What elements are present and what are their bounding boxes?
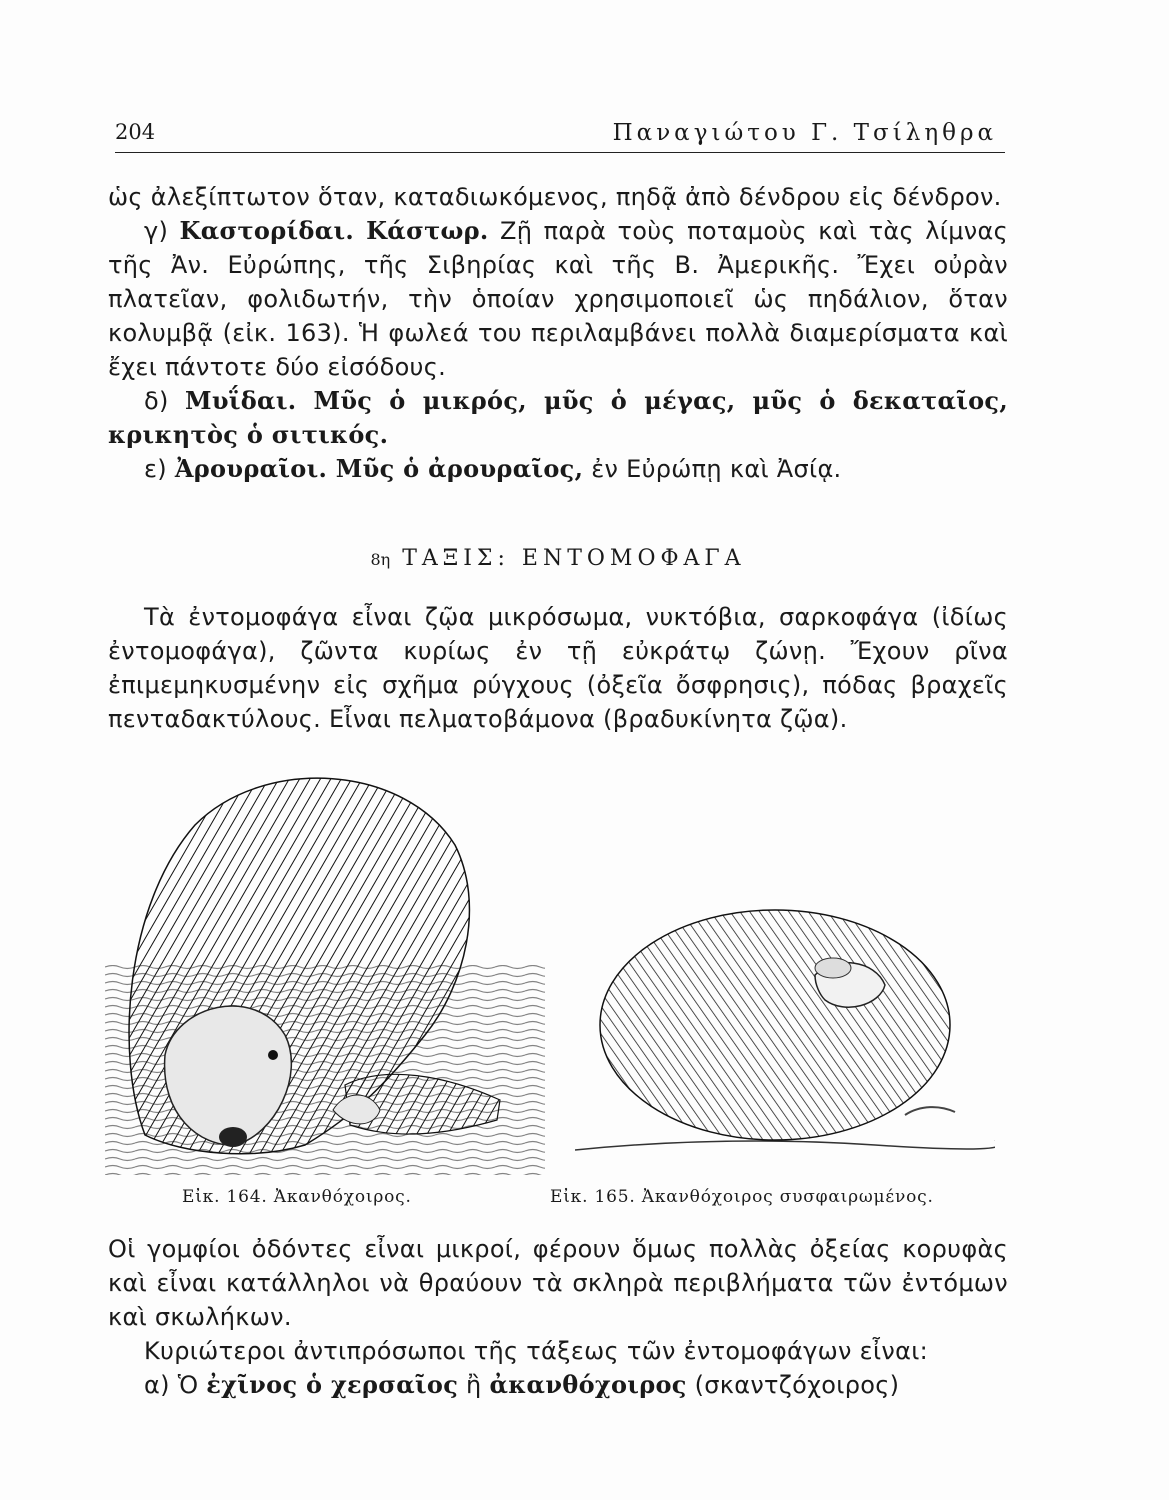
paragraph-muridae [108,384,1008,452]
list-marker: δ) [144,387,186,415]
paragraph-insectivores-intro: Τὰ ἐντομοφάγα εἶναι ζῷα μικρόσωμα, νυκτόβια, σαρκοφάγα (ἰδίως ἐντομοφάγα), ζῶντα κυρίως ἐν τῇ εὐκράτῳ ζώνῃ. Ἔχουν ρῖνα ἐπιμεμηκυσμένην εἰς σχῆμα ρύγχους (ὀξεῖα ὄσφρησις), πόδας βραχεῖς πενταδακτύλους. Εἶναι πελματοβάμονα (βραδυκίνητα ζῷα). [108,603,1008,733]
text-block-bottom [108,1232,1008,1402]
taxon-name-akanthochoiros: ἀκανθόχοιρος [489,1370,687,1399]
page-header [115,112,1005,153]
paragraph-text: ἐν Εὐρώπῃ καὶ Ἀσίᾳ. [583,455,842,483]
paragraph-molars: Οἱ γομφίοι ὀδόντες εἶναι μικροί, φέρουν ὅμως πολλὰς ὀξείας κορυφὰς καὶ εἶναι κατάλληλοι νὰ θραύουν τὰ σκληρὰ περιβλήματα τῶν ἐντόμων καὶ σκωλήκων. [108,1235,1008,1331]
paragraph-castoridae [108,214,1008,384]
paragraph-text: (σκαντζόχοιρος) [686,1371,900,1399]
list-marker: α) Ὁ [144,1371,207,1399]
running-head-author: Παναγιώτου Γ. Τσίληθρα [612,120,997,146]
paragraph-text: Ζῇ παρὰ τοὺς ποταμοὺς καὶ τὰς λίμνας τῆς Ἀν. Εὐρώπης, τῆς Σιβηρίας καὶ τῆς Β. Ἀμερικῆς. Ἔχει οὐρὰν πλατεῖαν, φολιδωτήν, τὴν ὁποίαν χρησιμοποιεῖ ὡς πηδάλιον, ὅταν κολυμβᾷ (εἰκ. 163). Ἡ φωλεά του περιλαμβάνει πολλὰ διαμερίσματα καὶ ἔχει πάντοτε δύο εἰσόδους. [108,217,1008,381]
taxon-heading-arouraioi: Ἀρουραῖοι. Μῦς ὁ ἀρουραῖος, [174,454,584,483]
text-block-top [108,180,1008,486]
section-heading [108,546,1008,571]
text-block-insectivores [108,600,1008,736]
taxon-heading-muridae: Μυΐδαι. Μῦς ὁ μικρός, μῦς ὁ μέγας, μῦς ὁ δεκαταῖος, κρικητὸς ὁ σιτικός. [108,386,1008,449]
paragraph-hedgehog [108,1368,1008,1402]
figure-165-caption: Εἰκ. 165. Ἀκανθόχοιρος συσφαιρωμένος. [550,1187,934,1207]
figure-164-caption: Εἰκ. 164. Ἀκανθόχοιρος. [182,1187,412,1207]
hedgehog-illustration [105,755,545,1175]
section-ordinal: 8η [370,550,391,569]
list-marker: ε) [144,455,175,483]
paragraph-continuation: ὡς ἀλεξίπτωτον ὅταν, καταδιωκόμενος, πηδᾷ ἀπὸ δένδρου εἰς δένδρον. [108,183,1002,211]
paragraph-representatives: Κυριώτεροι ἀντιπρόσωποι τῆς τάξεως τῶν ἐντομοφάγων εἶναι: [144,1337,928,1365]
page-number: 204 [115,120,156,144]
paragraph-arouraioi [108,452,1008,486]
taxon-heading-castoridae: Καστορίδαι. Κάστωρ. [179,216,489,245]
paragraph-text: ἢ [458,1371,490,1399]
section-title: ΤΑΞΙΣ: ΕΝΤΟΜΟΦΑΓΑ [402,546,746,571]
list-marker: γ) [144,217,180,245]
rolled-hedgehog-illustration [575,900,995,1170]
taxon-name-hedgehog: ἐχῖνος ὁ χερσαῖος [206,1370,459,1399]
